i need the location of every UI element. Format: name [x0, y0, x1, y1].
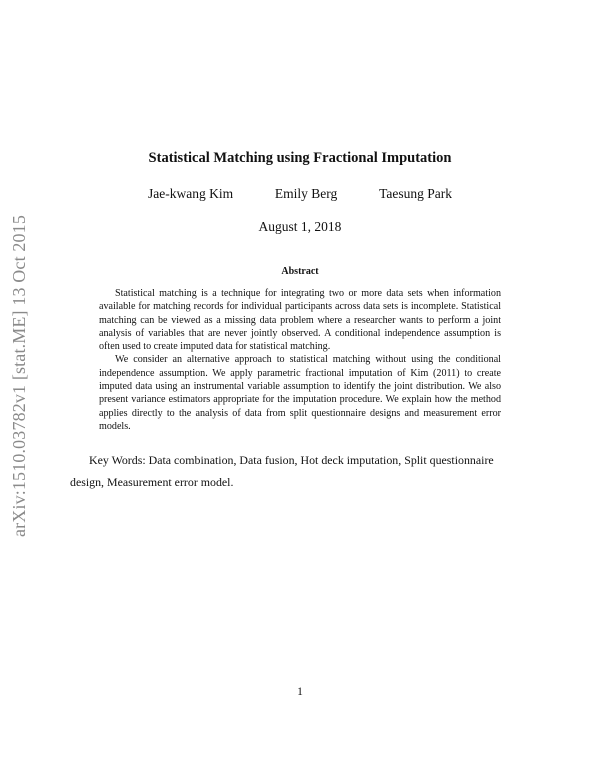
paper-title: Statistical Matching using Fractional Imputation — [148, 150, 452, 166]
author-name: Emily Berg — [274, 186, 338, 201]
paper-date: August 1, 2018 — [258, 219, 342, 234]
page-number: 1 — [297, 686, 303, 698]
keywords-section — [70, 449, 530, 493]
abstract-body — [99, 287, 501, 433]
arxiv-side-stamp — [8, 182, 30, 570]
arxiv-identifier: arXiv:1510.03782v1 [stat.ME] 13 Oct 2015 — [9, 215, 29, 537]
abstract-paragraph: Statistical matching is a technique for integrating two or more data sets when information available for matching records for individual participants across data sets is incomplete. Statistical matching can be viewed as a missing data problem where a researcher wants to perform a joint analysis of variables that are never jointly observed. A conditional independence assumption is often used to create imputed data for statistical matching. — [99, 288, 501, 353]
author-name: Taesung Park — [379, 186, 452, 201]
keywords-label: Key Words: — [89, 453, 146, 467]
abstract-paragraph: We consider an alternative approach to statistical matching without using the conditional independence assumption. We apply parametric fractional imputation of Kim (2011) to create imputed data using an instrumental variable assumption to identify the joint distribution. We also present variance estimators appropriate for the imputation procedure. We explain how the method applies directly to the analysis of data from split questionnaire designs and measurement error models. — [99, 354, 501, 432]
abstract-heading: Abstract — [281, 266, 319, 277]
keywords-text: Data combination, Data fusion, Hot deck imputation, Split questionnaire design, Measurement error model. — [70, 453, 494, 489]
author-list — [120, 186, 480, 202]
author-name: Jae-kwang Kim — [148, 186, 234, 201]
